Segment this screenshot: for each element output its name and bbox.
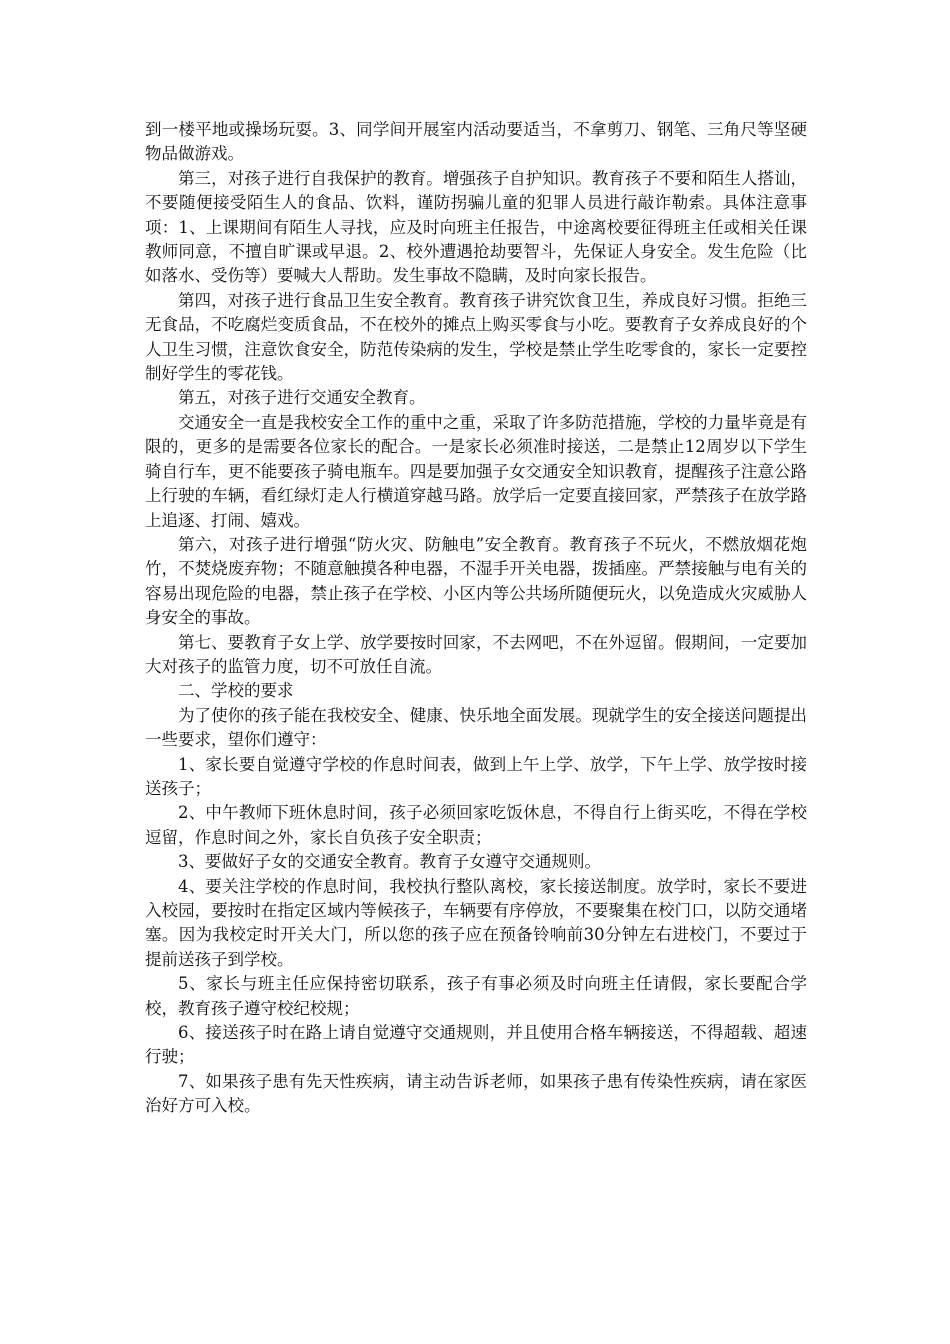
list-item-1: 1、家长要自觉遵守学校的作息时间表，做到上午上学、放学，下午上学、放学按时接送孩子；: [145, 754, 807, 798]
list-item-4: 4、要关注学校的作息时间，我校执行整队离校，家长接送制度。放学时，家长不要进入校园，要按时在指定区域内等候孩子，车辆要有序停放，不要聚集在校门口，以防交通堵塞。因为我校定时开关大门，所以您的孩子应在预备铃响前30分钟左右进校门，不要过于提前送孩子到学校。: [145, 876, 807, 969]
paragraph-go-home-on-time: 第七、要教育子女上学、放学要按时回家，不去网吧，不在外逗留。假期间，一定要加大对孩子的监管力度，切不可放任自流。: [145, 632, 807, 676]
document-body: [145, 118, 807, 1119]
paragraph-continued: 到一楼平地或操场玩耍。3、同学间开展室内活动要适当，不拿剪刀、钢笔、三角尺等坚硬物品做游戏。: [145, 120, 807, 164]
list-item-5: 5、家长与班主任应保持密切联系，孩子有事必须及时向班主任请假，家长要配合学校，教育孩子遵守校纪校规；: [145, 974, 807, 1018]
list-item-2: 2、中午教师下班休息时间，孩子必须回家吃饭休息，不得自行上街买吃，不得在学校逗留，作息时间之外，家长自负孩子安全职责；: [145, 803, 807, 847]
paragraph-fire-electric: 第六，对孩子进行增强“防火灾、防触电”安全教育。教育孩子不玩火，不燃放烟花炮竹，不焚烧废弃物；不随意触摸各种电器，不湿手开关电器，拨插座。严禁接触与电有关的容易出现危险的电器，禁止孩子在学校、小区内等公共场所随便玩火，以免造成火灾威胁人身安全的事故。: [145, 534, 807, 628]
list-item-3: 3、要做好子女的交通安全教育。教育子女遵守交通规则。: [178, 852, 601, 872]
section-heading-school-requirements: 二、学校的要求: [178, 681, 294, 701]
paragraph-self-protection: 第三，对孩子进行自我保护的教育。增强孩子自护知识。教育孩子不要和陌生人搭讪，不要随便接受陌生人的食品、饮料，谨防拐骗儿童的犯罪人员进行敲诈勒索。具体注意事项：1、上课期间有陌生人寻找，应及时向班主任报告，中途离校要征得班主任或相关任课教师同意，不擅自旷课或早退。2、校外遭遇抢劫要智斗，先保证人身安全。发生危险（比如落水、受伤等）要喊大人帮助。发生事故不隐瞒，及时向家长报告。: [145, 168, 807, 286]
paragraph-traffic-detail: 交通安全一直是我校安全工作的重中之重，采取了许多防范措施，学校的力量毕竟是有限的，更多的是需要各位家长的配合。一是家长必须准时接送，二是禁止12周岁以下学生骑自行车，更不能要孩子骑电瓶车。四是要加强子女交通安全知识教育，提醒孩子注意公路上行驶的车辆，看红绿灯走人行横道穿越马路。放学后一定要直接回家，严禁孩子在放学路上追逐、打闹、嬉戏。: [145, 412, 807, 530]
list-item-6: 6、接送孩子时在路上请自觉遵守交通规则，并且使用合格车辆接送，不得超载、超速行驶；: [145, 1023, 807, 1067]
paragraph-food-safety: 第四，对孩子进行食品卫生安全教育。教育孩子讲究饮食卫生，养成良好习惯。拒绝三无食品，不吃腐烂变质食品，不在校外的摊点上购买零食与小吃。要教育子女养成良好的个人卫生习惯，注意饮食安全，防范传染病的发生，学校是禁止学生吃零食的，家长一定要控制好学生的零花钱。: [145, 290, 807, 384]
paragraph-traffic-heading: 第五，对孩子进行交通安全教育。: [178, 388, 426, 408]
list-item-7: 7、如果孩子患有先天性疾病，请主动告诉老师，如果孩子患有传染性疾病，请在家医治好方可入校。: [145, 1071, 807, 1116]
paragraph-requirements-intro: 为了使你的孩子能在我校安全、健康、快乐地全面发展。现就学生的安全接送问题提出一些要求，望你们遵守：: [145, 705, 807, 750]
